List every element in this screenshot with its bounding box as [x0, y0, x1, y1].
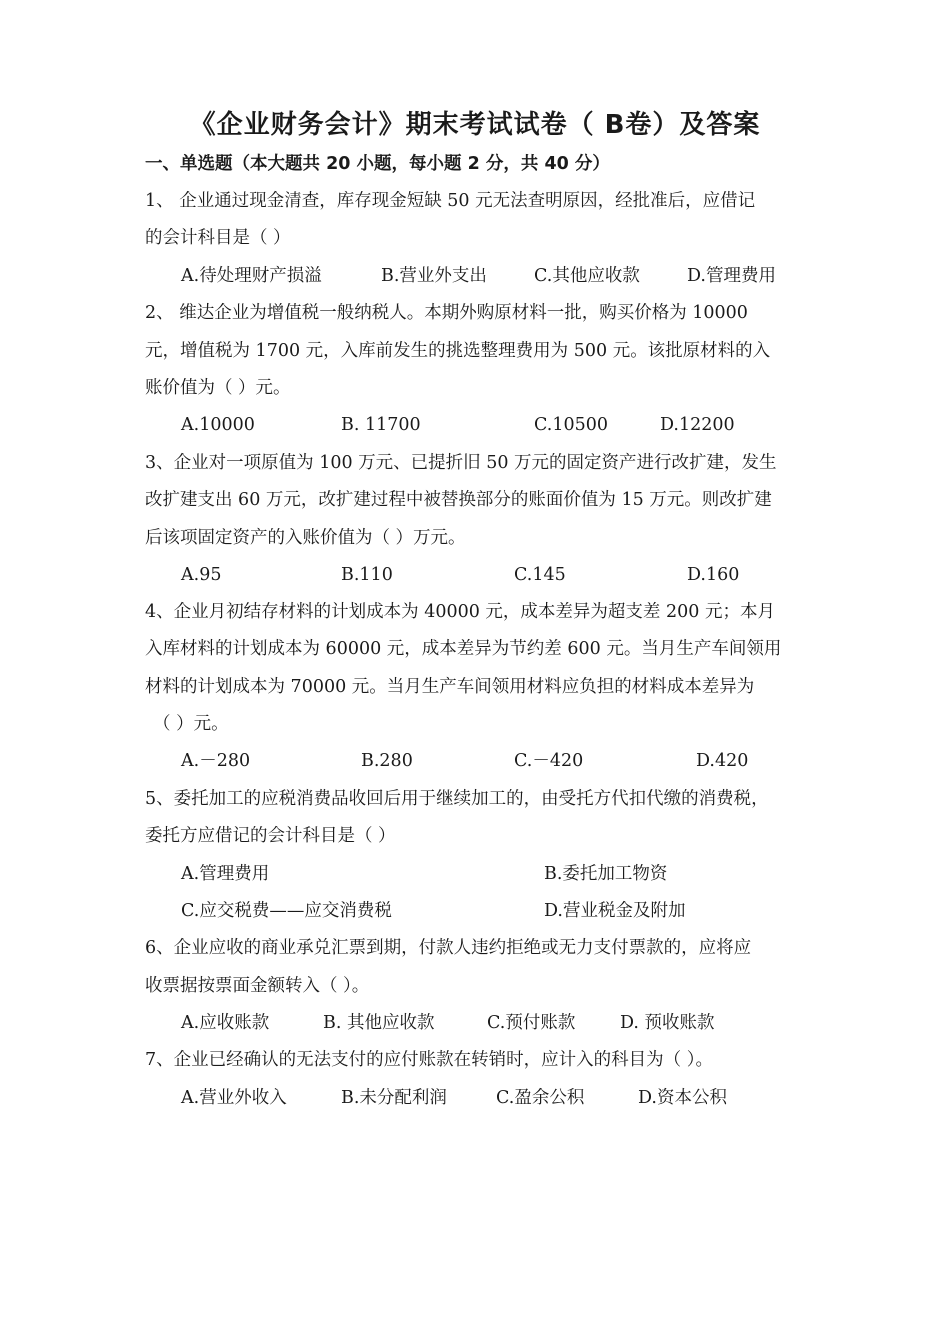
- question-7-option-d: D.资本公积: [638, 1088, 727, 1108]
- question-2-option-d: D.12200: [660, 415, 735, 435]
- question-7-line-1: 7、企业已经确认的无法支付的应付账款在转销时，应计入的科目为（ ）。: [145, 1050, 713, 1070]
- question-1-option-a: A.待处理财产损溢: [181, 266, 322, 286]
- question-6-option-d: D. 预收账款: [620, 1013, 715, 1033]
- question-1-option-c: C.其他应收款: [534, 266, 640, 286]
- question-5-line-2: 委托方应借记的会计科目是（ ）: [145, 826, 396, 846]
- question-4-line-2: 入库材料的计划成本为 60000 元，成本差异为节约差 600 元。当月生产车间领用: [145, 639, 782, 659]
- question-4-option-d: D.420: [696, 751, 749, 771]
- question-6-option-b: B. 其他应收款: [323, 1013, 435, 1033]
- question-2-option-b: B. 11700: [341, 415, 421, 435]
- question-4-line-4: （ ）元。: [153, 714, 229, 734]
- question-2-line-3: 账价值为（ ）元。: [145, 378, 291, 398]
- question-4-option-a: A.－280: [181, 751, 251, 771]
- question-3-line-3: 后该项固定资产的入账价值为（ ）万元。: [145, 528, 466, 548]
- question-1-option-b: B.营业外支出: [381, 266, 487, 286]
- question-1-line-2: 的会计科目是（ ）: [145, 228, 291, 248]
- question-3-option-b: B.110: [341, 565, 393, 585]
- question-2-option-a: A.10000: [181, 415, 255, 435]
- question-4-option-b: B.280: [361, 751, 413, 771]
- question-6-line-1: 6、企业应收的商业承兑汇票到期，付款人违约拒绝或无力支付票款的，应将应: [145, 938, 752, 958]
- question-5-option-d: D.营业税金及附加: [544, 901, 686, 921]
- exam-title: 《企业财务会计》期末考试试卷（ B卷）及答案: [189, 110, 761, 140]
- question-3-option-d: D.160: [687, 565, 740, 585]
- question-6-line-2: 收票据按票面金额转入（ ）。: [145, 976, 370, 996]
- question-7-option-c: C.盈余公积: [496, 1088, 585, 1108]
- question-4-option-c: C.－420: [514, 751, 584, 771]
- question-1-line-1: 1、 企业通过现金清查，库存现金短缺 50 元无法查明原因，经批准后，应借记: [145, 191, 756, 211]
- question-7-option-b: B.未分配利润: [341, 1088, 447, 1108]
- question-5-option-c: C.应交税费——应交消费税: [181, 901, 392, 921]
- question-3-line-2: 改扩建支出 60 万元，改扩建过程中被替换部分的账面价值为 15 万元。则改扩建: [145, 490, 772, 510]
- question-3-line-1: 3、企业对一项原值为 100 万元、已提折旧 50 万元的固定资产进行改扩建，发生: [145, 453, 777, 473]
- question-6-option-c: C.预付账款: [487, 1013, 576, 1033]
- question-4-line-3: 材料的计划成本为 70000 元。当月生产车间领用材料应负担的材料成本差异为: [145, 677, 755, 697]
- question-2-line-1: 2、 维达企业为增值税一般纳税人。本期外购原材料一批，购买价格为 10000: [145, 303, 748, 323]
- question-5-option-a: A.管理费用: [181, 864, 270, 884]
- question-3-option-a: A.95: [181, 565, 222, 585]
- question-5-line-1: 5、委托加工的应税消费品收回后用于继续加工的，由受托方代扣代缴的消费税，: [145, 789, 769, 809]
- question-3-option-c: C.145: [514, 565, 566, 585]
- question-6-option-a: A.应收账款: [181, 1013, 270, 1033]
- question-7-option-a: A.营业外收入: [181, 1088, 287, 1108]
- section-heading: 一、单选题（本大题共 20 小题，每小题 2 分，共 40 分）: [145, 154, 610, 174]
- question-2-option-c: C.10500: [534, 415, 608, 435]
- question-5-option-b: B.委托加工物资: [544, 864, 668, 884]
- question-2-line-2: 元，增值税为 1700 元，入库前发生的挑选整理费用为 500 元。该批原材料的入: [145, 341, 771, 361]
- question-1-option-d: D.管理费用: [687, 266, 776, 286]
- question-4-line-1: 4、企业月初结存材料的计划成本为 40000 元，成本差异为超支差 200 元；本月: [145, 602, 775, 622]
